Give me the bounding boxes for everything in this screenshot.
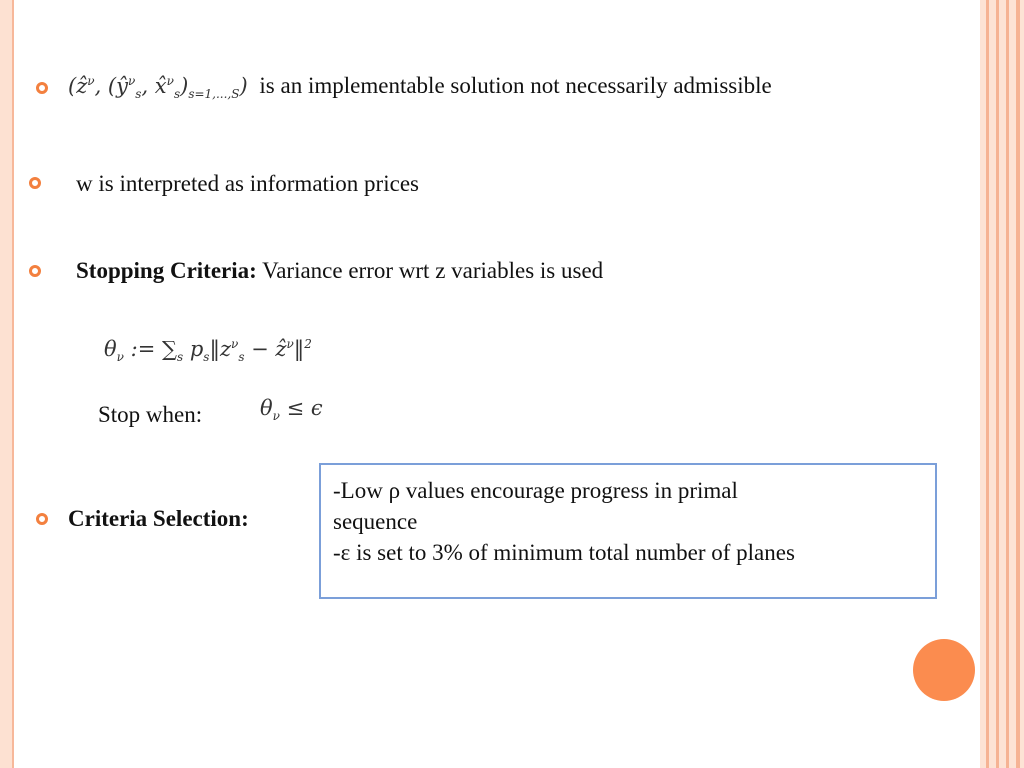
solution-formula: (ẑ$^\nu$, ($ŷ^\nu_s$, $x̂^\nu_s)_{s=1,...,S}$)	[68, 74, 248, 102]
right-decorative-stripes	[980, 0, 1024, 768]
bullet-icon	[29, 177, 41, 189]
decorative-orange-circle	[913, 639, 975, 701]
criteria-note-box	[319, 463, 937, 599]
bullet-implementable-solution	[68, 74, 772, 100]
bullet-text: w is interpreted as information prices	[76, 171, 419, 196]
stopping-criteria-text: Variance error wrt z variables is used	[262, 258, 604, 283]
stop-when-label: Stop when:	[98, 402, 203, 427]
stop-when-formula: $\theta_\nu \le \epsilon$	[260, 396, 323, 424]
bullet-icon	[36, 513, 48, 525]
criteria-selection-label: Criteria Selection:	[68, 506, 249, 531]
bullet-icon	[36, 82, 48, 94]
bullet-icon	[29, 265, 41, 277]
bullet-stopping-criteria	[76, 259, 603, 282]
left-decorative-rule	[0, 0, 14, 768]
stopping-criteria-label: Stopping Criteria:	[76, 258, 257, 283]
note-line: -Low ρ values encourage progress in primal	[333, 478, 738, 503]
note-line: sequence	[333, 509, 418, 534]
bullet-text: is an implementable solution not necessarily admissible	[259, 73, 772, 98]
theta-formula: $\theta_\nu$ := $\sum_s$ $p_s‖z^\nu_s$ − ẑ$^\nu$‖$^2$	[104, 337, 312, 365]
note-line: -ε is set to 3% of minimum total number of planes	[333, 540, 795, 565]
